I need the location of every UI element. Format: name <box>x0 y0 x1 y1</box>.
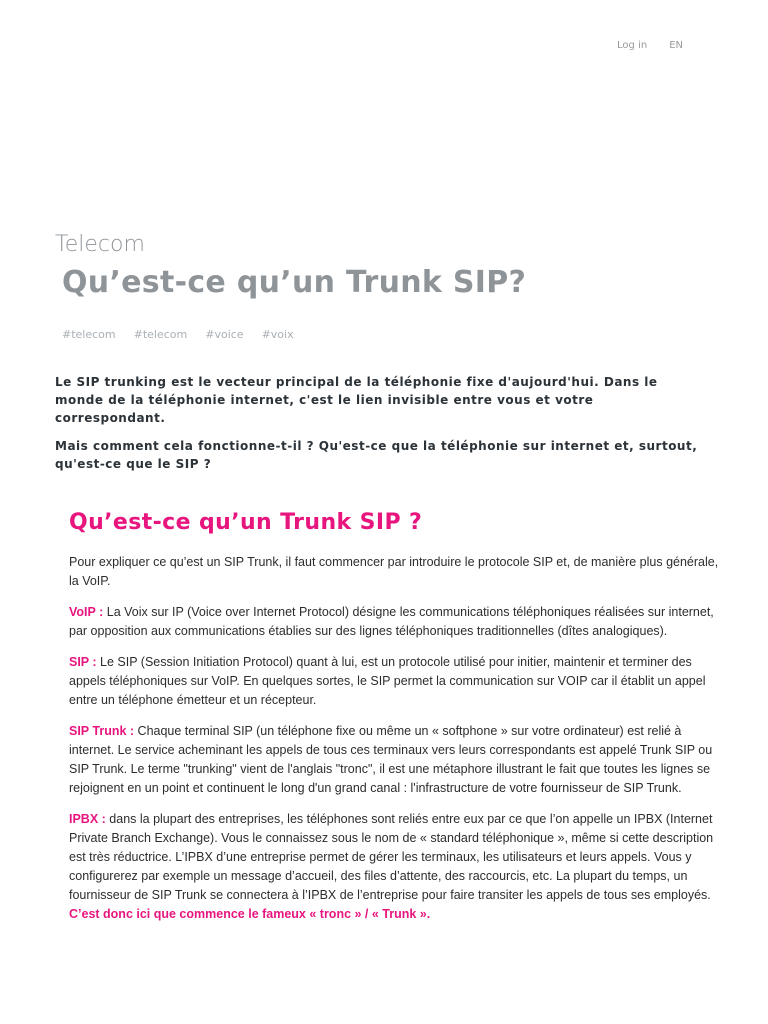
intro-paragraph: Le SIP trunking est le vecteur principal de la téléphonie fixe d'aujourd'hui. Dans le monde de la téléphonie internet, c'est le lien invisible entre vous et votre correspondant. <box>55 375 658 425</box>
definition-sip-trunk <box>69 722 719 798</box>
tag-link[interactable]: #telecom <box>62 328 116 341</box>
term-label: SIP Trunk : <box>69 724 135 738</box>
tag-list <box>62 328 294 341</box>
definition-text: dans la plupart des entreprises, les téléphones sont reliés entre eux par ce que l’on appelle un IPBX (Internet Private Branch Exchange). Vous le connaissez sous le nom de « standard téléphonique », même si cette description est très réductrice. L’IPBX d’une entreprise permet de gérer les terminaux, les utilisateurs et leurs appels. Vous y configurerez par exemple un message d’accueil, des files d’attente, des raccourcis, etc. La plupart du temps, un fournisseur de SIP Trunk se connectera à l’IPBX de l’entreprise pour faire transiter les appels de tous ses employés. <box>69 812 714 902</box>
definition-text: Le SIP (Session Initiation Protocol) quant à lui, est un protocole utilisé pour initier, maintenir et terminer des appels téléphoniques sur VoIP. En quelques sortes, le SIP permet la communication sur VOIP car il établit un appel entre un téléphone émetteur et un récepteur. <box>69 655 706 707</box>
tag-link[interactable]: #voice <box>205 328 244 341</box>
tag-link[interactable]: #voix <box>261 328 294 341</box>
tag-link[interactable]: #telecom <box>133 328 188 341</box>
definition-ipbx <box>69 810 719 924</box>
term-label: IPBX : <box>69 812 106 826</box>
definition-voip <box>69 603 719 641</box>
login-link[interactable]: Log in <box>617 40 648 51</box>
category-label: Telecom <box>55 232 145 257</box>
article-heading: Qu’est-ce qu’un Trunk SIP ? <box>69 510 423 535</box>
language-switcher[interactable]: EN <box>669 40 683 51</box>
top-nav <box>617 40 683 51</box>
intro-paragraph: Mais comment cela fonctionne-t-il ? Qu'est-ce que la téléphonie sur internet et, surtout, qu'est-ce que le SIP ? <box>55 439 698 471</box>
page-title: Qu’est-ce qu’un Trunk SIP? <box>62 265 527 300</box>
highlight-text: C’est donc ici que commence le fameux « tronc » / « Trunk ». <box>69 907 431 921</box>
intro-section <box>55 373 705 483</box>
term-label: SIP : <box>69 655 97 669</box>
term-label: VoIP : <box>69 605 104 619</box>
definition-text: La Voix sur IP (Voice over Internet Protocol) désigne les communications téléphoniques réalisées sur internet, par opposition aux communications établies sur des lignes téléphoniques traditionnelles (dîtes analogiques). <box>69 605 714 638</box>
definition-sip <box>69 653 719 710</box>
article-paragraph: Pour expliquer ce qu’est un SIP Trunk, il faut commencer par introduire le protocole SIP et, de manière plus générale, la VoIP. <box>69 555 719 588</box>
definition-text: Chaque terminal SIP (un téléphone fixe ou même un « softphone » sur votre ordinateur) est relié à internet. Le service acheminant les appels de tous ces terminaux vers leurs correspondants est appelé Trunk SIP ou SIP Trunk. Le terme "trunking" vient de l'anglais "tronc", il est une métaphore illustrant le fait que toutes les lignes se rejoignent en un point et continuent le long d'un grand canal : l'infrastructure de votre fournisseur de SIP Trunk. <box>69 724 713 795</box>
article-body <box>69 510 719 936</box>
